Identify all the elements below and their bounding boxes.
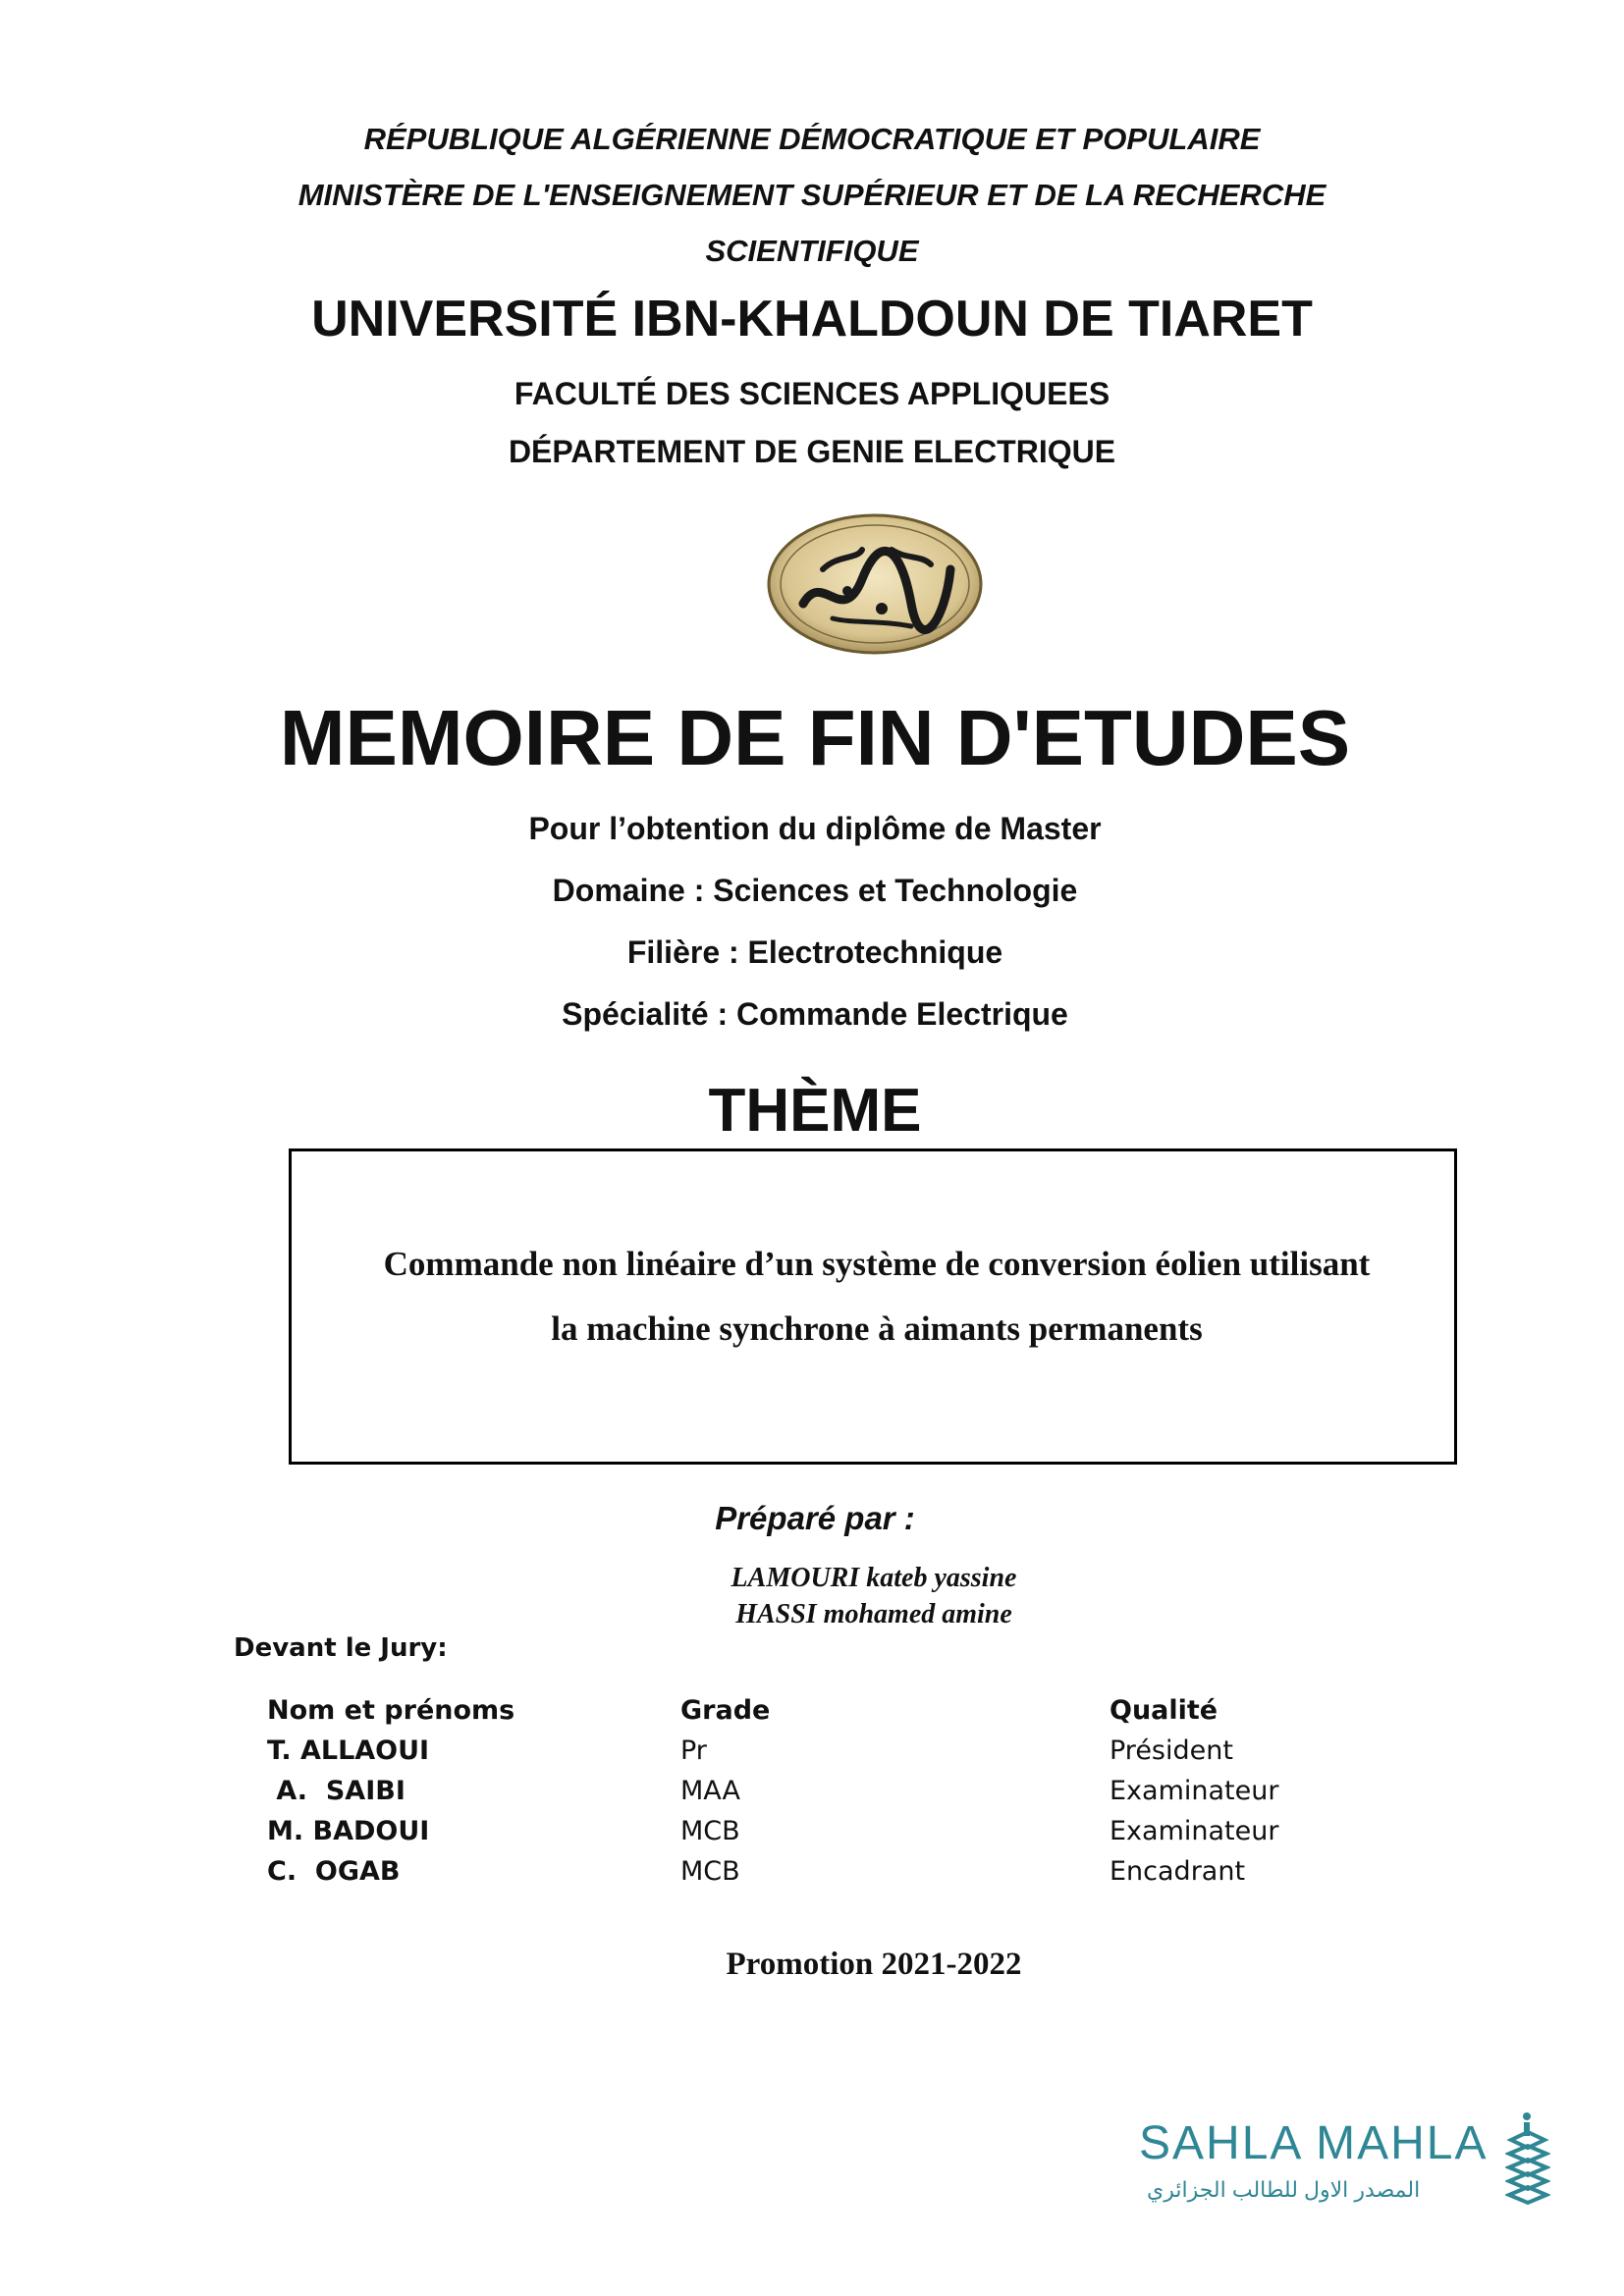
jury-member-grade: MCB	[680, 1816, 740, 1846]
jury-member-grade: Pr	[680, 1735, 707, 1766]
jury-member-quality: Examinateur	[1110, 1776, 1279, 1806]
university-seal-logo	[764, 510, 986, 658]
jury-member-grade: MCB	[680, 1856, 740, 1887]
theme-title-line-2: la machine synchrone à aimants permanents	[551, 1309, 1203, 1348]
university-name: UNIVERSITÉ IBN-KHALDOUN DE TIARET	[311, 291, 1313, 347]
watermark-name: SAHLA MAHLA	[1139, 2117, 1489, 2169]
header-ministry: MINISTÈRE DE L'ENSEIGNEMENT SUPÉRIEUR ET DE LA RECHERCHE	[298, 178, 1326, 212]
sahla-mahla-watermark	[1139, 2110, 1551, 2218]
jury-member-quality: Examinateur	[1110, 1816, 1279, 1846]
jury-member-quality: Encadrant	[1110, 1856, 1246, 1887]
prepared-by-label: Préparé par :	[715, 1500, 915, 1536]
university-seal-icon	[764, 510, 986, 658]
theme-title-line-1: Commande non linéaire d’un système de conversion éolien utilisant	[383, 1245, 1371, 1283]
jury-member-quality: Président	[1110, 1735, 1233, 1766]
theme-box	[289, 1148, 1457, 1465]
jury-member-name: C. OGAB	[267, 1856, 401, 1887]
department-name: DÉPARTEMENT DE GENIE ELECTRIQUE	[508, 434, 1116, 469]
jury-label: Devant le Jury:	[234, 1633, 448, 1663]
theme-heading: THÈME	[708, 1077, 922, 1145]
jury-header-quality: Qualité	[1110, 1695, 1218, 1726]
sahla-mahla-logo-icon	[1505, 2110, 1550, 2209]
jury-member-grade: MAA	[680, 1776, 740, 1806]
diploma-specialite: Spécialité : Commande Electrique	[562, 996, 1068, 1032]
diploma-domaine: Domaine : Sciences et Technologie	[552, 873, 1078, 908]
jury-member-name: T. ALLAOUI	[267, 1735, 430, 1766]
header-ministry-continued: SCIENTIFIQUE	[705, 234, 919, 268]
promotion-year: Promotion 2021-2022	[726, 1947, 1022, 1982]
diploma-obtention: Pour l’obtention du diplôme de Master	[528, 811, 1102, 846]
author-name: LAMOURI kateb yassine	[731, 1563, 1017, 1593]
watermark-tagline: المصدر الاول للطالب الجزائري	[1147, 2177, 1421, 2202]
jury-header-grade: Grade	[680, 1695, 771, 1726]
jury-member-name: A. SAIBI	[267, 1776, 406, 1806]
header-republic: RÉPUBLIQUE ALGÉRIENNE DÉMOCRATIQUE ET POPULAIRE	[363, 122, 1261, 156]
jury-header-name: Nom et prénoms	[267, 1695, 515, 1726]
jury-member-name: M. BADOUI	[267, 1816, 430, 1846]
diploma-filiere: Filière : Electrotechnique	[626, 934, 1003, 970]
document-title: MEMOIRE DE FIN D'ETUDES	[279, 694, 1351, 781]
faculty-name: FACULTÉ DES SCIENCES APPLIQUEES	[514, 376, 1110, 411]
author-name: HASSI mohamed amine	[735, 1599, 1012, 1629]
